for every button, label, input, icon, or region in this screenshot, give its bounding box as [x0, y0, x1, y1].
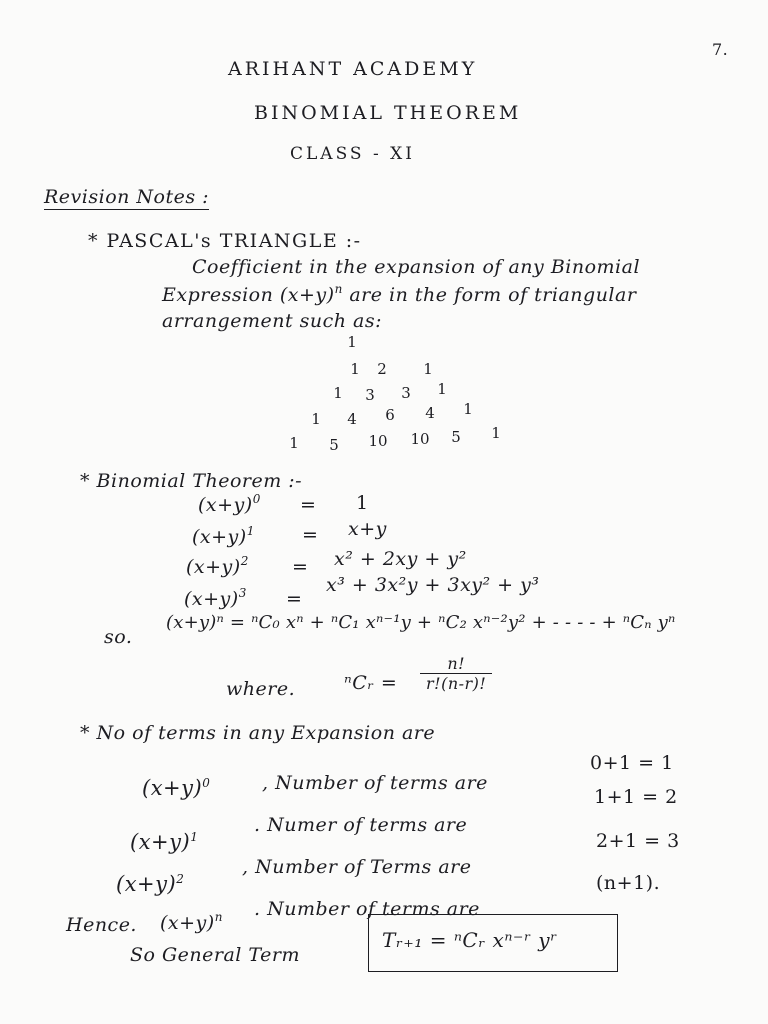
ncr-numerator: n! — [420, 654, 492, 674]
class-label: CLASS - XI — [290, 144, 415, 164]
binomial-heading: * Binomial Theorem :- — [80, 470, 303, 492]
lhs-exp: 3 — [238, 586, 247, 600]
equals-sign: = — [302, 524, 319, 546]
binomial-row-3-rhs: x³ + 3x²y + 3xy² + y³ — [326, 574, 540, 596]
general-term-formula: Tᵣ₊₁ = ⁿCᵣ xⁿ⁻ʳ yʳ — [382, 928, 558, 952]
binomial-row-0-lhs — [198, 494, 261, 516]
lhs-text: (x+y) — [184, 588, 239, 610]
ncr-denominator: r!(n-r)! — [426, 674, 487, 693]
lhs-text: (x+y) — [116, 872, 177, 896]
triangle-entry: 1 — [423, 360, 433, 378]
triangle-entry: 4 — [347, 410, 357, 428]
lhs-exp: 0 — [202, 776, 211, 790]
where-label: where. — [226, 678, 296, 700]
terms-row-2-text: , Number of Terms are — [242, 856, 472, 878]
pascal-heading: * PASCAL's TRIANGLE :- — [88, 230, 362, 252]
revision-heading-text: Revision Notes : — [44, 186, 210, 208]
lhs-text: (x+y) — [186, 556, 241, 578]
triangle-entry: 1 — [463, 400, 473, 418]
binomial-row-1-lhs — [192, 526, 255, 548]
triangle-entry: 3 — [365, 386, 375, 404]
pascal-line-2-sup: n — [334, 282, 343, 296]
pascal-line-2-pre: Expression (x+y) — [162, 284, 335, 306]
so-label: so. — [104, 626, 133, 648]
triangle-entry: 1 — [437, 380, 447, 398]
lhs-text: (x+y) — [192, 526, 247, 548]
page-number: 7. — [712, 40, 729, 59]
binomial-row-3-lhs — [184, 588, 247, 610]
lhs-exp: 2 — [176, 872, 185, 886]
lhs-exp: 0 — [252, 492, 261, 506]
topic-title: BINOMIAL THEOREM — [254, 102, 522, 124]
revision-heading — [44, 186, 209, 208]
terms-row-1-value: 1+1 = 2 — [594, 786, 678, 808]
triangle-entry: 1 — [347, 333, 357, 351]
lhs-exp: 1 — [190, 830, 199, 844]
academy-title: ARIHANT ACADEMY — [228, 58, 478, 80]
pascal-line-1: Coefficient in the expansion of any Binomial — [192, 256, 641, 278]
triangle-entry: 2 — [377, 360, 387, 378]
lhs-exp: 1 — [246, 524, 255, 538]
terms-row-1-lhs — [130, 830, 198, 854]
hence-label: Hence. — [66, 914, 137, 936]
binomial-row-2-rhs: x² + 2xy + y² — [334, 548, 467, 570]
pascal-line-2 — [162, 284, 636, 306]
triangle-entry: 5 — [451, 428, 461, 446]
equals-sign: = — [292, 556, 309, 578]
lhs-text: (x+y) — [142, 776, 203, 800]
triangle-entry: 5 — [329, 436, 339, 454]
binomial-row-2-lhs — [186, 556, 249, 578]
lhs-text: (x+y) — [130, 830, 191, 854]
triangle-entry: 10 — [410, 430, 430, 448]
terms-row-0-value: 0+1 = 1 — [590, 752, 674, 774]
lhs-text: (x+y) — [160, 912, 215, 934]
lhs-exp: n — [214, 910, 223, 924]
triangle-entry: 1 — [289, 434, 299, 452]
pascal-line-2-post: are in the form of triangular — [349, 284, 637, 306]
equals-sign: = — [286, 588, 303, 610]
ncr-frac — [420, 654, 492, 693]
triangle-entry: 6 — [385, 406, 395, 424]
terms-heading: * No of terms in any Expansion are — [80, 722, 436, 744]
triangle-entry: 1 — [350, 360, 360, 378]
triangle-entry: 1 — [311, 410, 321, 428]
binomial-row-0-rhs: 1 — [356, 492, 369, 514]
lhs-exp: 2 — [240, 554, 249, 568]
terms-row-2-lhs — [116, 872, 184, 896]
terms-row-1-text: . Numer of terms are — [254, 814, 468, 836]
ncr-label: ⁿCᵣ = — [344, 672, 398, 694]
pascal-line-3: arrangement such as: — [162, 310, 383, 332]
terms-row-0-text: , Number of terms are — [262, 772, 488, 794]
hence-lhs — [160, 912, 223, 934]
terms-row-2-value: 2+1 = 3 — [596, 830, 680, 852]
hence-text: . Number of terms are — [254, 898, 480, 920]
hence-value: (n+1). — [596, 872, 661, 894]
binomial-row-1-rhs: x+y — [348, 518, 387, 540]
triangle-entry: 1 — [333, 384, 343, 402]
triangle-entry: 3 — [401, 384, 411, 402]
lhs-text: (x+y) — [198, 494, 253, 516]
triangle-entry: 4 — [425, 404, 435, 422]
triangle-entry: 1 — [491, 424, 501, 442]
terms-row-0-lhs — [142, 776, 210, 800]
ncr-fraction — [420, 654, 492, 693]
equals-sign: = — [300, 494, 317, 516]
general-term-label: So General Term — [130, 944, 300, 966]
general-expansion: (x+y)ⁿ = ⁿC₀ xⁿ + ⁿC₁ xⁿ⁻¹y + ⁿC₂ xⁿ⁻²y² + - - - - + ⁿCₙ yⁿ — [166, 612, 676, 633]
triangle-entry: 10 — [368, 432, 388, 450]
